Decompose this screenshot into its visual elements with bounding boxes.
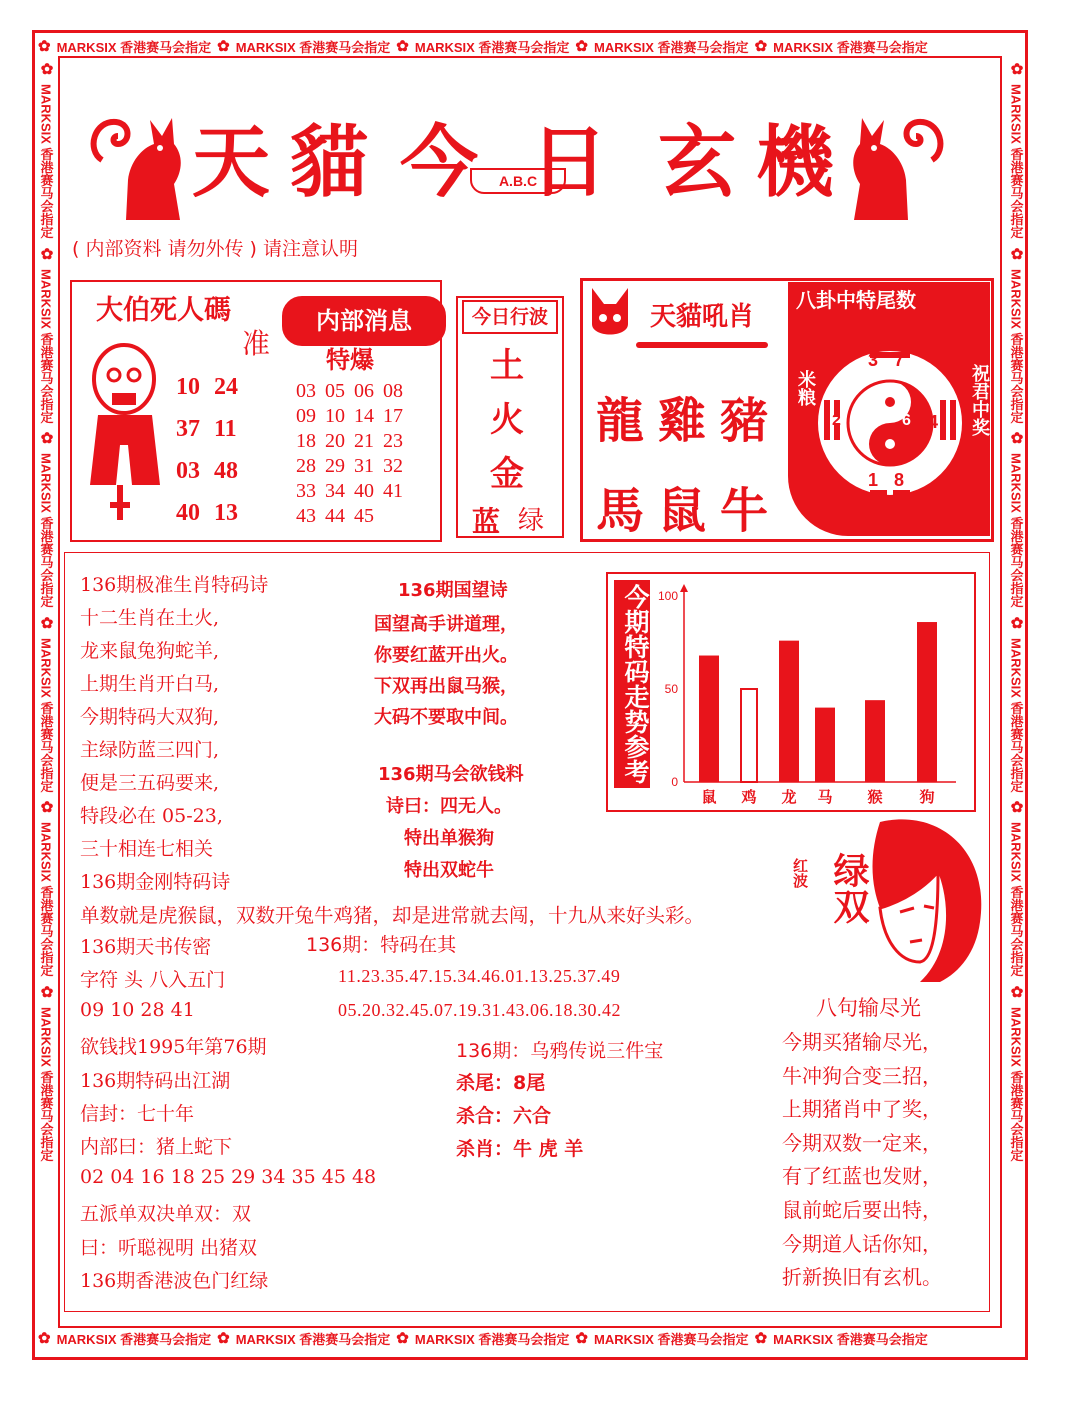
bagua-title: 八卦中特尾数 bbox=[796, 288, 916, 312]
band-text: MARKSIX 香港赛马会指定 bbox=[38, 1006, 54, 1162]
wuya-line: 杀合：六合 bbox=[456, 1105, 552, 1127]
bajuo-line: 上期猪肖中了奖， bbox=[782, 1097, 942, 1122]
bagua-left-text: 米粮 bbox=[795, 370, 816, 406]
dabo-number: 13 bbox=[214, 500, 238, 526]
dabo-row bbox=[176, 416, 237, 443]
left-poem-line-2: 136期天书传密 bbox=[80, 936, 212, 958]
long-poem-line: 单数就是虎猴鼠，双数开兔牛鸡猪，却是进常就去闯，十九从来好头彩。 bbox=[80, 904, 705, 927]
xingbo-title: 今日行波 bbox=[462, 300, 558, 334]
tebao-row: 28 29 31 32 bbox=[296, 455, 403, 477]
title-char: 機 bbox=[756, 117, 835, 208]
band-text: MARKSIX 香港赛马会指定 bbox=[1008, 268, 1024, 424]
portrait-badge bbox=[828, 852, 869, 924]
dabo-number: 37 bbox=[176, 416, 200, 442]
old-man-icon bbox=[80, 335, 170, 525]
band-text: MARKSIX 香港赛马会指定 bbox=[38, 84, 54, 239]
cat-face-icon bbox=[588, 284, 632, 344]
bagua-number: 8 bbox=[894, 470, 905, 490]
band-text: MARKSIX 香港赛马会指定 bbox=[1008, 453, 1024, 608]
left-poem-line: 今期特码大双狗, bbox=[80, 706, 220, 728]
band-text: MARKSIX 香港赛马会指定 bbox=[1008, 822, 1024, 977]
flower-icon: ✿ bbox=[38, 38, 51, 55]
flower-icon: ✿ bbox=[754, 1330, 768, 1347]
sub-logo: A.B.C bbox=[470, 168, 566, 194]
tianmao-divider bbox=[636, 342, 768, 348]
band-text: MARKSIX 香港赛马会指定 bbox=[594, 1331, 749, 1347]
left-poem-line: 龙来鼠兔狗蛇羊, bbox=[80, 640, 220, 662]
notice-text: ( 内部资料 请勿外传 ) 请注意认明 bbox=[72, 238, 358, 260]
band-text: MARKSIX 香港赛马会指定 bbox=[38, 637, 54, 793]
band-text: MARKSIX 香港赛马会指定 bbox=[1008, 84, 1024, 239]
zodiac-char: 牛 bbox=[720, 483, 783, 539]
chart-bar bbox=[865, 700, 885, 782]
trend-chart bbox=[650, 578, 970, 806]
bagua-number: 2 bbox=[832, 412, 841, 429]
left-poem-line-2: 136期香港波色门红绿 bbox=[80, 1270, 269, 1292]
left-poem-line: 三十相连七相关 bbox=[80, 838, 214, 860]
tebao-row: 09 10 14 17 bbox=[296, 405, 403, 427]
band-text: MARKSIX 香港赛马会指定 bbox=[235, 1331, 391, 1347]
left-poem-line-2: 曰：听聪视明 出猪双 bbox=[80, 1236, 258, 1259]
mahui-line: 特出单猴狗 bbox=[404, 828, 494, 849]
left-poem-line: 上期生肖开白马, bbox=[80, 673, 220, 695]
border-band-right bbox=[1004, 60, 1028, 1330]
left-poem-line: 136期金刚特码诗 bbox=[80, 871, 231, 893]
chart-bar bbox=[699, 656, 719, 782]
xingbo-element: 土 bbox=[490, 346, 524, 386]
bagua-number: 3 bbox=[868, 350, 879, 370]
flower-icon: ✿ bbox=[1008, 613, 1025, 632]
guowang-line: 下双再出鼠马猴， bbox=[374, 676, 518, 697]
guowang-line: 你要红蓝开出火。 bbox=[374, 645, 518, 666]
chart-y-tick-label: 0 bbox=[671, 775, 678, 789]
flower-icon: ✿ bbox=[1008, 429, 1025, 448]
tebao-row: 43 44 45 bbox=[296, 505, 374, 527]
left-poem-line-2: 内部曰：猪上蛇下 bbox=[80, 1136, 233, 1159]
band-text: MARKSIX 香港赛马会指定 bbox=[773, 1331, 928, 1347]
band-text: MARKSIX 香港赛马会指定 bbox=[773, 39, 928, 55]
mahui-title: 136期马会欲钱料 bbox=[378, 764, 524, 785]
bajuo-line: 有了红蓝也发财， bbox=[782, 1164, 942, 1189]
bajuo-line: 鼠前蛇后要出特， bbox=[782, 1198, 942, 1222]
left-poem-line-2: 字符 头 八入五门 bbox=[80, 969, 226, 992]
left-poem-line-2: 信封：七十年 bbox=[80, 1103, 195, 1125]
xingbo-color-green: 绿 bbox=[518, 506, 545, 536]
band-text: MARKSIX 香港赛马会指定 bbox=[38, 822, 54, 977]
zodiac-char: 馬 bbox=[596, 483, 659, 539]
left-poem-line-2: 09 10 28 41 bbox=[80, 998, 195, 1021]
bajuo-title: 八句输尽光 bbox=[816, 996, 921, 1020]
chart-x-tick-label: 狗 bbox=[919, 788, 935, 806]
flower-icon: ✿ bbox=[38, 429, 55, 448]
tebao-row: 03 05 06 08 bbox=[296, 380, 403, 402]
bajuo-line: 折新换旧有玄机。 bbox=[782, 1265, 942, 1290]
chart-y-tick-label: 100 bbox=[657, 589, 678, 603]
bajuo-line: 今期道人话你知， bbox=[782, 1231, 942, 1256]
dabo-title: 大伯死人碼 bbox=[96, 295, 231, 326]
chart-x-tick-label: 龙 bbox=[781, 788, 797, 806]
band-text: MARKSIX 香港赛马会指定 bbox=[594, 39, 749, 55]
xingbo-color-blue: 蓝 bbox=[472, 505, 501, 538]
tianmao-title: 天貓吼肖 bbox=[650, 302, 755, 332]
left-poem-line-2: 02 04 16 18 25 29 34 35 45 48 bbox=[80, 1165, 377, 1188]
band-text: MARKSIX 香港赛马会指定 bbox=[56, 1331, 212, 1347]
chart-axis-arrow bbox=[680, 584, 688, 592]
chart-bar bbox=[741, 689, 757, 782]
chart-x-tick-label: 鼠 bbox=[701, 788, 717, 806]
bajuo-line: 今期双数一定来， bbox=[782, 1130, 942, 1155]
bagua-number: 6 bbox=[902, 412, 911, 429]
chart-bar bbox=[779, 641, 799, 782]
flower-icon: ✿ bbox=[396, 38, 409, 55]
zodiac-char: 豬 bbox=[720, 393, 783, 449]
bajuo-line: 今期买猪输尽光， bbox=[782, 1030, 942, 1054]
tebao-sub: 特爆 bbox=[326, 346, 374, 374]
band-text: MARKSIX 香港赛马会指定 bbox=[1008, 637, 1024, 793]
left-poem-line-2: 欲钱找1995年第76期 bbox=[80, 1036, 267, 1059]
bagua-number: 1 bbox=[868, 470, 879, 490]
wuya-title: 136期：乌鸦传说三件宝 bbox=[456, 1040, 664, 1062]
left-poem-line: 特段必在 05-23, bbox=[80, 805, 223, 827]
xingbo-element: 火 bbox=[490, 400, 524, 440]
flower-icon: ✿ bbox=[38, 1330, 51, 1347]
flower-icon: ✿ bbox=[1008, 798, 1025, 817]
flower-icon: ✿ bbox=[217, 38, 230, 55]
tebao-row: 33 34 40 41 bbox=[296, 480, 403, 502]
dabo-row bbox=[176, 458, 238, 485]
wuya-line: 杀肖：牛 虎 羊 bbox=[456, 1138, 584, 1160]
xingbo-element: 金 bbox=[490, 454, 524, 494]
dabo-number: 03 bbox=[176, 458, 200, 484]
flower-icon: ✿ bbox=[575, 38, 588, 55]
dabo-row bbox=[176, 500, 238, 527]
chart-side-label: 今期特码走势参考 bbox=[614, 580, 650, 788]
chart-bar bbox=[815, 708, 835, 782]
dabo-row bbox=[176, 374, 238, 401]
chart-y-tick-label: 50 bbox=[664, 682, 678, 696]
zodiac-char: 鼠 bbox=[658, 483, 721, 539]
tema-line-2: 05.20.32.45.07.19.31.43.06.18.30.42 bbox=[338, 1000, 621, 1020]
flower-icon: ✿ bbox=[38, 60, 55, 78]
title-char: 今 bbox=[400, 117, 479, 208]
flower-icon: ✿ bbox=[396, 1330, 409, 1347]
flower-icon: ✿ bbox=[38, 613, 55, 632]
tema-line-1: 11.23.35.47.15.34.46.01.13.25.37.49 bbox=[338, 966, 621, 986]
left-poem-line: 十二生肖在土火, bbox=[80, 607, 220, 629]
title-char: 天 bbox=[192, 117, 271, 208]
zodiac-char: 雞 bbox=[658, 393, 721, 449]
title-char: 日 bbox=[530, 117, 609, 208]
dabo-number: 11 bbox=[214, 416, 237, 442]
cat-right-icon bbox=[840, 100, 950, 225]
dabo-zhun: 准 bbox=[242, 327, 271, 360]
flower-icon: ✿ bbox=[38, 798, 55, 817]
wuya-line: 杀尾：8尾 bbox=[456, 1072, 546, 1094]
band-text: MARKSIX 香港赛马会指定 bbox=[414, 1331, 570, 1347]
dabo-number: 10 bbox=[176, 374, 200, 400]
flower-icon: ✿ bbox=[1008, 982, 1025, 1001]
left-poem-line: 136期极准生肖特码诗 bbox=[80, 574, 269, 596]
band-text: MARKSIX 香港赛马会指定 bbox=[38, 268, 54, 424]
mahui-line: 特出双蛇牛 bbox=[404, 860, 494, 881]
chart-x-tick-label: 猴 bbox=[867, 788, 883, 806]
dabo-number: 40 bbox=[176, 500, 200, 526]
band-text: MARKSIX 香港赛马会指定 bbox=[414, 39, 570, 55]
title-char: 貓 bbox=[290, 117, 369, 208]
band-text: MARKSIX 香港赛马会指定 bbox=[56, 39, 212, 55]
border-band-top bbox=[38, 34, 1022, 58]
chart-bar bbox=[917, 622, 937, 782]
chart-x-tick-label: 鸡 bbox=[741, 788, 757, 806]
tebao-row: 18 20 21 23 bbox=[296, 430, 403, 452]
left-poem-line: 主绿防蓝三四门, bbox=[80, 739, 220, 761]
tianmao-row-2 bbox=[596, 472, 782, 541]
dabo-number: 48 bbox=[214, 458, 238, 484]
flower-icon: ✿ bbox=[38, 244, 55, 263]
band-text: MARKSIX 香港赛马会指定 bbox=[1008, 1006, 1024, 1162]
border-band-left bbox=[34, 60, 58, 1330]
flower-icon: ✿ bbox=[575, 1330, 588, 1347]
portrait-side-text: 红波 bbox=[791, 858, 809, 888]
title-char: 玄 bbox=[658, 117, 737, 208]
flower-icon: ✿ bbox=[1008, 60, 1025, 78]
bagua-right-text: 祝君中奖 bbox=[969, 364, 990, 436]
band-text: MARKSIX 香港赛马会指定 bbox=[38, 453, 54, 608]
bagua-number: 4 bbox=[928, 412, 939, 432]
band-text: MARKSIX 香港赛马会指定 bbox=[235, 39, 391, 55]
guowang-line: 国望高手讲道理， bbox=[374, 614, 518, 635]
flower-icon: ✿ bbox=[217, 1330, 230, 1347]
bajuo-line: 牛冲狗合变三招， bbox=[782, 1063, 942, 1088]
tema-title: 136期：特码在其 bbox=[306, 934, 457, 956]
guowang-title: 136期国望诗 bbox=[398, 580, 508, 601]
tebao-banner: 内部消息 bbox=[282, 296, 446, 346]
flower-icon: ✿ bbox=[1008, 244, 1025, 263]
left-poem-line-2: 五派单双决单双：双 bbox=[80, 1203, 252, 1226]
left-poem-line-2: 136期特码出江湖 bbox=[80, 1069, 231, 1092]
flower-icon: ✿ bbox=[38, 982, 55, 1001]
left-poem-line: 便是三五码要来, bbox=[80, 772, 220, 794]
cat-left-icon bbox=[84, 100, 194, 225]
tianmao-row-1 bbox=[596, 382, 782, 451]
guowang-line: 大码不要取中间。 bbox=[374, 707, 518, 728]
bagua-number: 7 bbox=[894, 350, 905, 370]
portrait-badge-text: 绿双 bbox=[828, 852, 869, 924]
dabo-number: 24 bbox=[214, 374, 238, 400]
chart-x-tick-label: 马 bbox=[817, 788, 833, 806]
flower-icon: ✿ bbox=[754, 38, 768, 55]
mahui-line: 诗曰：四无人。 bbox=[386, 796, 512, 817]
border-band-bottom bbox=[38, 1326, 1022, 1350]
zodiac-char: 龍 bbox=[596, 393, 659, 449]
